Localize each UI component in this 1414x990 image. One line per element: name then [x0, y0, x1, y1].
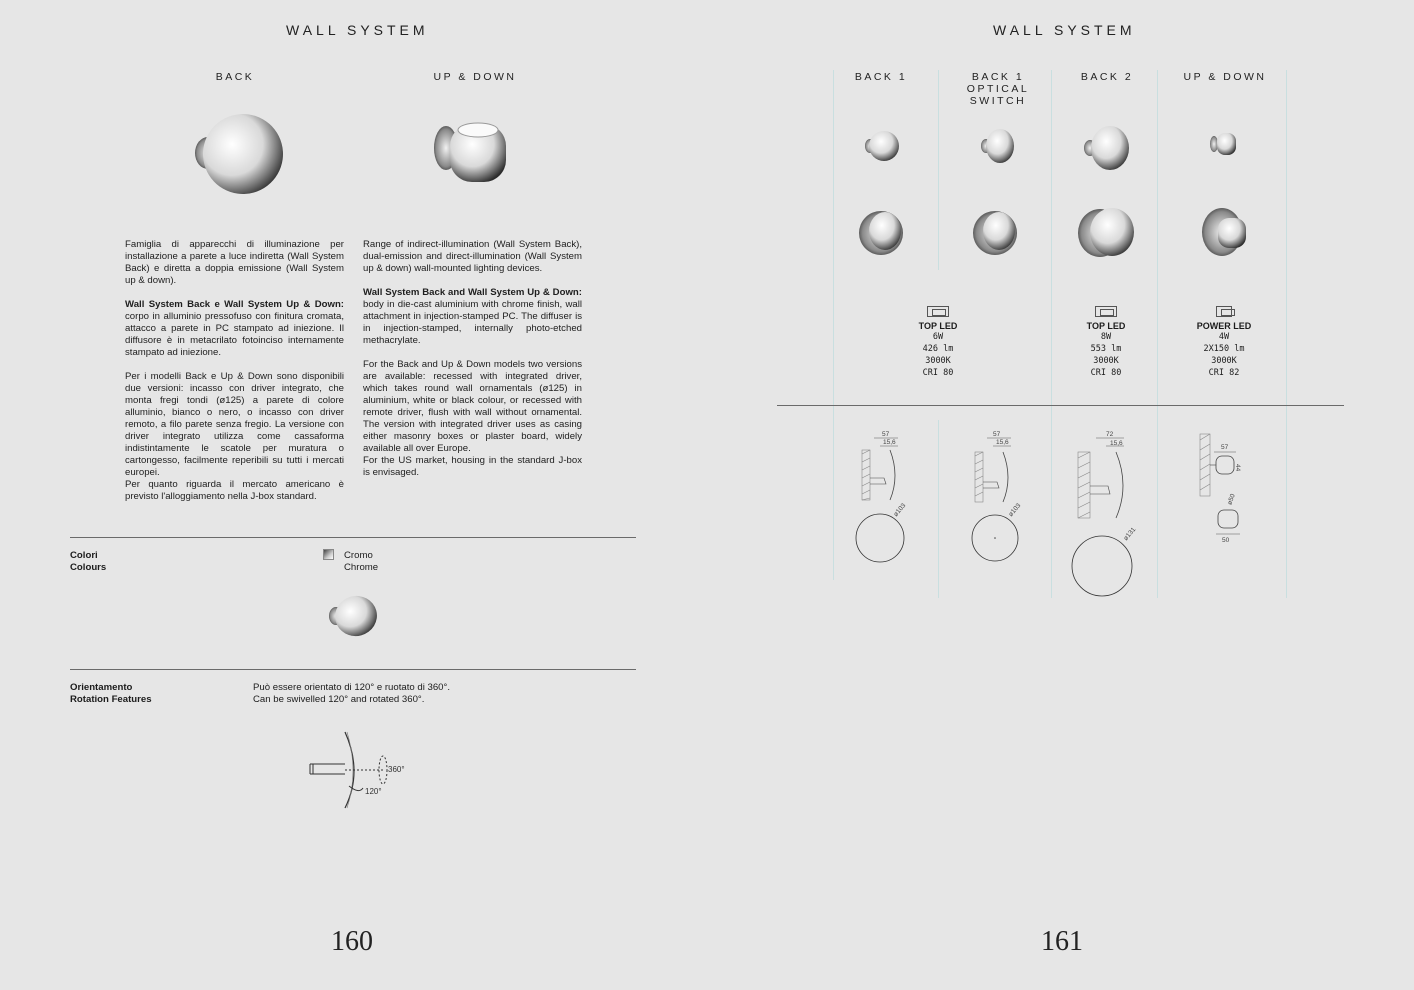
lumens: 426 lm	[922, 344, 954, 354]
spec-back-2	[1076, 306, 1136, 379]
dimension-label: 72	[1106, 431, 1114, 438]
en-paragraph-3: For the Back and Up & Down models two versions are available: recessed with integrated driver, which takes round wall ornamentals (ø125) in aluminium, white or black colour, or recessed with remote driver, flush with wall without ornamental. The version with integrated driver uses as casing either masonry boxes or plaster board, widely available all over Europe.	[363, 359, 582, 454]
cri: CRI 82	[1208, 368, 1240, 378]
back-1-side-image	[856, 206, 906, 260]
dimension-label: 15,6	[883, 439, 896, 446]
power-led-icon	[1216, 306, 1232, 317]
heading-back-1: BACK 1	[854, 71, 908, 83]
chrome-label: Chrome	[344, 562, 379, 573]
spec-back-1	[908, 306, 968, 379]
rotation-label	[70, 682, 152, 706]
top-led-icon	[1095, 306, 1117, 317]
it-paragraph-3: Per i modelli Back e Up & Down sono disponibili due versioni: incasso con driver integrato, che monta fregi tondi (ø125) a parete di colore alluminio, bianco o nero, o incasso con driver remoto, a filo parete senza fregio. La versione con driver integrato utilizza come cassaforma indistintamente le scatole per muratura o cartongesso, facilmente reperibili su tutti i mercati europei.	[125, 371, 344, 478]
up-down-side-image	[1200, 204, 1250, 260]
up-down-lamp-image	[430, 112, 512, 188]
back-2-front-image	[1082, 122, 1132, 174]
chrome-swatch	[323, 549, 334, 560]
en-paragraph-2	[363, 287, 582, 347]
page-number-right: 161	[1041, 926, 1083, 957]
led-type: POWER LED	[1196, 321, 1252, 331]
dimension-label: ø50	[1226, 493, 1237, 506]
colours-label	[70, 550, 106, 574]
dimension-label: 15,6	[1110, 440, 1123, 447]
cromo-label: Cromo	[344, 550, 373, 561]
back-1-optical-side-image	[970, 206, 1020, 260]
heading-up-down-right: UP & DOWN	[1183, 71, 1267, 83]
colori-label: Colori	[70, 550, 98, 561]
heading-back-1-optical-switch: BACK 1 OPTICAL SWITCH	[966, 71, 1030, 107]
column-guide	[1157, 70, 1158, 598]
back-1-optical-technical-drawing	[963, 428, 1033, 564]
wattage: 4W	[1218, 332, 1230, 342]
lumens: 553 lm	[1090, 344, 1122, 354]
en-paragraph-2-text: body in die-cast aluminium with chrome finish, wall attachment in injection-stamped PC. The diffuser is in injection-stamped, internally photo-etched methacrylate.	[363, 299, 582, 346]
back-1-optical-front-image	[978, 126, 1018, 166]
it-paragraph-4: Per quanto riguarda il mercato americano è previsto l'alloggiamento nella J-box standard.	[125, 479, 344, 502]
back-1-technical-drawing	[850, 428, 920, 564]
back-lamp-image	[188, 106, 288, 200]
top-led-icon	[927, 306, 949, 317]
finish-names	[344, 550, 378, 574]
back-1-front-image	[862, 126, 902, 166]
rotation-360-label: 360°	[388, 765, 405, 774]
up-down-technical-drawing	[1194, 430, 1254, 546]
heading-back: BACK	[215, 71, 255, 83]
dimension-label: 15,6	[996, 439, 1009, 446]
dimension-label: ø103	[1007, 502, 1023, 519]
rotation-text-en: Can be swivelled 120° and rotated 360°.	[253, 694, 425, 705]
color-temperature: 3000K	[1093, 356, 1119, 366]
column-guide	[833, 70, 834, 580]
rotation-diagram	[305, 728, 415, 814]
right-page-title: WALL SYSTEM	[993, 22, 1136, 38]
lumens: 2X150 lm	[1203, 344, 1245, 354]
rotation-text	[253, 682, 450, 706]
dimension-label: 50	[1222, 537, 1230, 544]
left-page-title: WALL SYSTEM	[286, 22, 429, 38]
it-paragraph-2	[125, 299, 344, 359]
dimension-label: ø131	[1122, 526, 1138, 543]
colours-label-en: Colours	[70, 562, 107, 573]
chrome-finish-image	[326, 592, 380, 640]
divider-right	[777, 405, 1344, 406]
it-paragraph-2-text: corpo in alluminio pressofuso con finitura cromata, attacco a parete in PC stampato ad iniezione. Il diffusore è in metacrilato fotoinciso internamente stampato ad iniezione.	[125, 311, 344, 358]
up-down-front-image	[1208, 128, 1240, 160]
wattage: 6W	[932, 332, 944, 342]
column-guide	[938, 70, 939, 270]
en-paragraph-1: Range of indirect-illumination (Wall System Back), dual-emission and direct-illumination (Wall System up & down) wall-mounted lighting devices.	[363, 239, 582, 274]
dimension-label: 57	[882, 431, 890, 438]
english-description	[363, 239, 582, 491]
column-guide	[1051, 70, 1052, 598]
it-paragraph-2-bold: Wall System Back e Wall System Up & Down:	[125, 299, 344, 310]
column-guide	[938, 420, 939, 598]
spec-up-down	[1186, 306, 1262, 379]
back-2-technical-drawing	[1066, 426, 1150, 600]
dimension-label: ø103	[892, 502, 908, 519]
column-guide	[1286, 70, 1287, 598]
back-2-side-image	[1076, 204, 1138, 262]
heading-back-2: BACK 2	[1080, 71, 1134, 83]
cri: CRI 80	[922, 368, 954, 378]
italian-description	[125, 239, 344, 515]
wattage: 8W	[1100, 332, 1112, 342]
dimension-label: 57	[1221, 444, 1229, 451]
dimension-label: 57	[993, 431, 1001, 438]
color-temperature: 3000K	[925, 356, 951, 366]
led-type: TOP LED	[1086, 321, 1126, 331]
dimension-label: 44	[1234, 464, 1241, 472]
rotation-text-it: Può essere orientato di 120° e ruotato di 360°.	[253, 682, 451, 693]
divider-rotation	[70, 669, 636, 670]
heading-up-down: UP & DOWN	[433, 71, 517, 83]
rotation-features-label: Rotation Features	[70, 694, 152, 705]
it-paragraph-1: Famiglia di apparecchi di illuminazione per installazione a parete a luce indiretta (Wall System Back) e diretta a doppia emissione (Wall System up & down).	[125, 239, 344, 286]
en-paragraph-4: For the US market, housing in the standard J-box is envisaged.	[363, 455, 582, 478]
en-paragraph-2-bold: Wall System Back and Wall System Up & Down:	[363, 287, 582, 298]
led-type: TOP LED	[918, 321, 958, 331]
orientamento-label: Orientamento	[70, 682, 133, 693]
divider-colours	[70, 537, 636, 538]
color-temperature: 3000K	[1211, 356, 1237, 366]
rotation-120-label: 120°	[365, 787, 382, 796]
cri: CRI 80	[1090, 368, 1122, 378]
page-number-left: 160	[331, 926, 373, 957]
